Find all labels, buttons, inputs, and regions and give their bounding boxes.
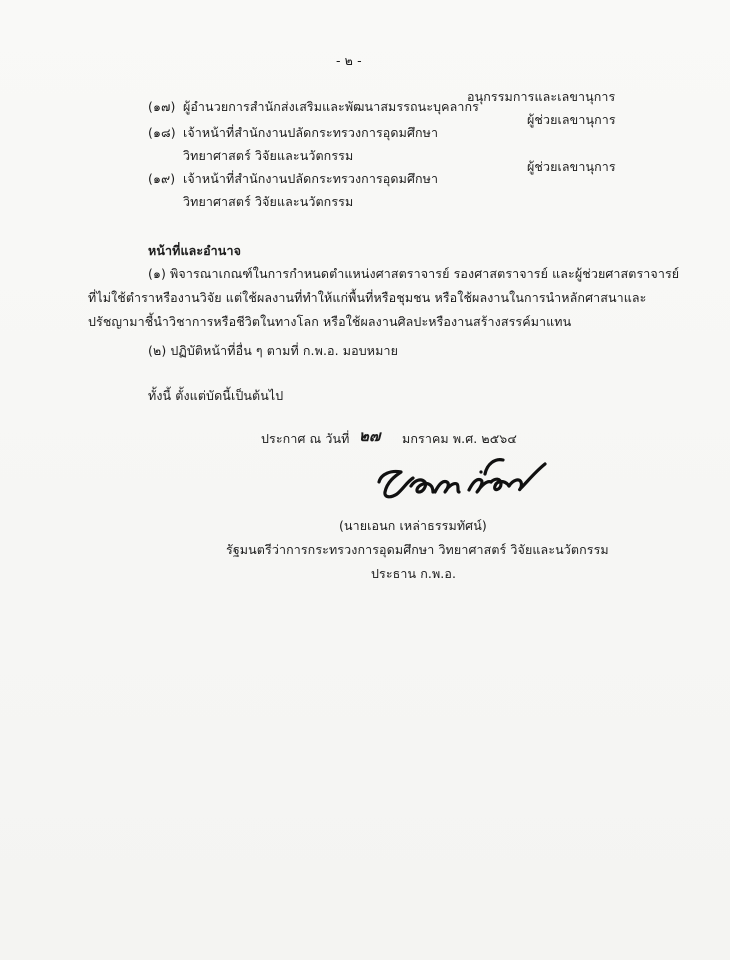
- section-heading: หน้าที่และอำนาจ: [148, 243, 241, 258]
- member-number: (๑๘): [148, 125, 176, 140]
- announcement-day: ๒๗: [359, 427, 381, 445]
- member-name: ผู้อำนวยการสำนักส่งเสริมและพัฒนาสมรรถนะบุคลากร: [183, 99, 479, 114]
- member-role: อนุกรรมการและเลขานุการ: [467, 89, 616, 104]
- duty-item-2: (๒) ปฏิบัติหน้าที่อื่น ๆ ตามที่ ก.พ.อ. มอบหมาย: [148, 343, 399, 358]
- member-name: เจ้าหน้าที่สำนักงานปลัดกระทรวงการอุดมศึกษา: [183, 125, 439, 140]
- signatory-name: (นายเอนก เหล่าธรรมทัศน์): [339, 518, 487, 533]
- member-name-cont: วิทยาศาสตร์ วิจัยและนวัตกรรม: [183, 148, 354, 163]
- page-number: - ๒ -: [336, 53, 362, 68]
- member-role: ผู้ช่วยเลขานุการ: [527, 112, 616, 127]
- duty-item-1-cont: ปรัชญามาชี้นำวิชาการหรือชีวิตในทางโลก หรือใช้ผลงานศิลปะหรืองานสร้างสรรค์มาแทน: [88, 314, 572, 329]
- member-name-cont: วิทยาศาสตร์ วิจัยและนวัตกรรม: [183, 194, 354, 209]
- announcement-month-year: มกราคม พ.ศ. ๒๕๖๔: [402, 431, 517, 446]
- member-role: ผู้ช่วยเลขานุการ: [527, 159, 616, 174]
- duty-item-1: (๑) พิจารณาเกณฑ์ในการกำหนดตำแหน่งศาสตราจารย์ รองศาสตราจารย์ และผู้ช่วยศาสตราจารย์: [148, 266, 680, 281]
- signature: [373, 452, 558, 512]
- member-name: เจ้าหน้าที่สำนักงานปลัดกระทรวงการอุดมศึกษา: [183, 171, 439, 186]
- effective-statement: ทั้งนี้ ตั้งแต่บัดนี้เป็นต้นไป: [148, 388, 284, 403]
- announcement-prefix: ประกาศ ณ วันที่: [261, 431, 350, 446]
- signatory-position: ประธาน ก.พ.อ.: [371, 566, 457, 581]
- member-number: (๑๗): [148, 99, 176, 114]
- member-number: (๑๙): [148, 171, 176, 186]
- signatory-title: รัฐมนตรีว่าการกระทรวงการอุดมศึกษา วิทยาศาสตร์ วิจัยและนวัตกรรม: [226, 542, 609, 557]
- duty-item-1-cont: ที่ไม่ใช้ตำราหรืองานวิจัย แต่ใช้ผลงานที่ทำให้แก่พื้นที่หรือชุมชน หรือใช้ผลงานในการนำหลักศาสนาและ: [88, 290, 647, 305]
